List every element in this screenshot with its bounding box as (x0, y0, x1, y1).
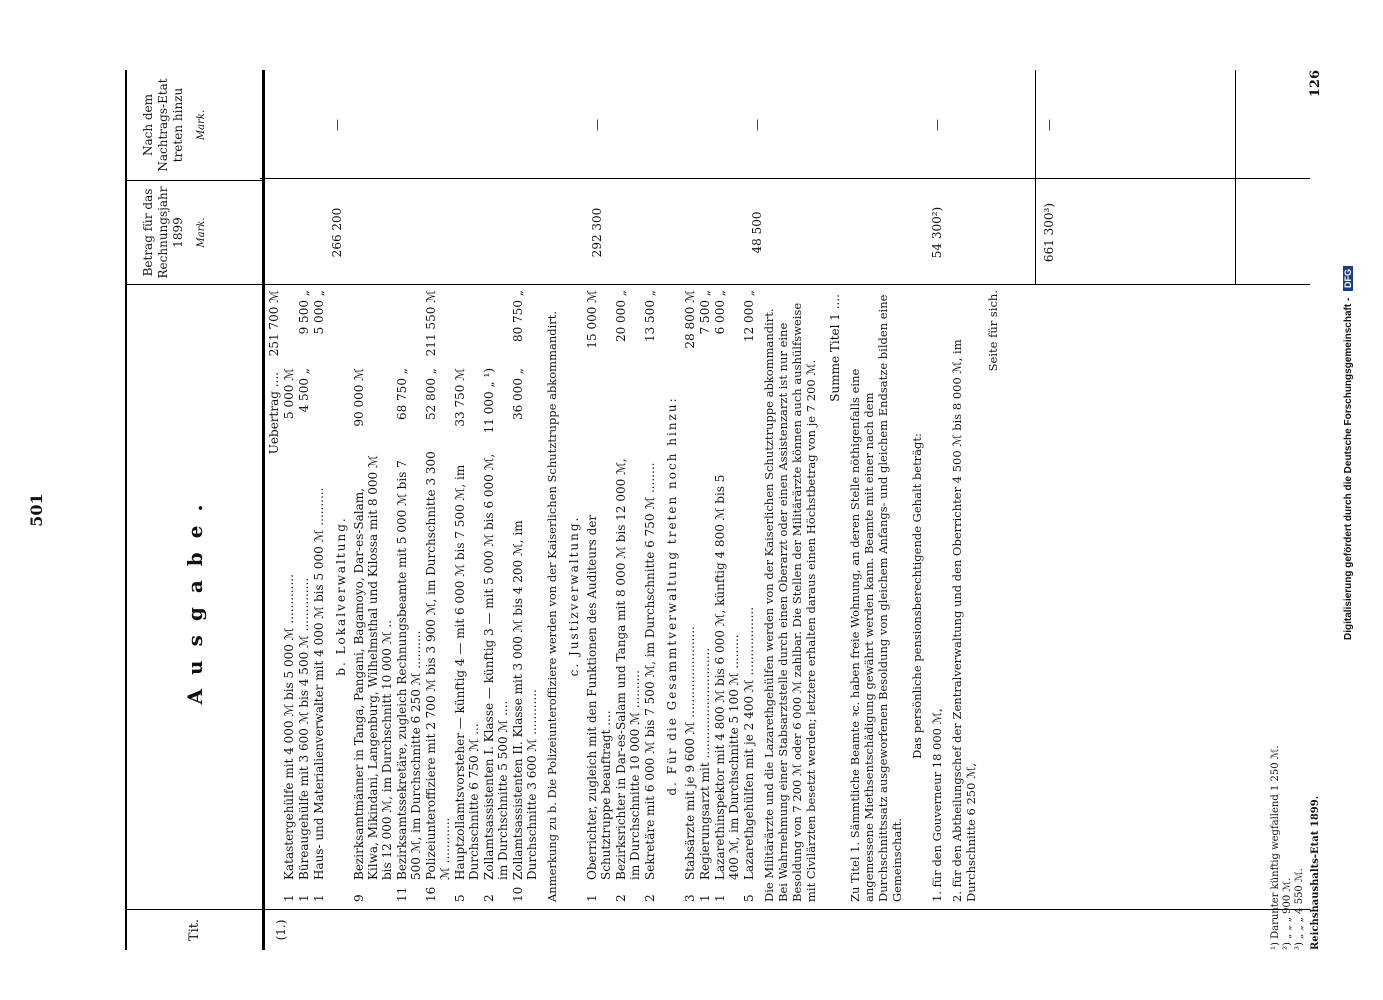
pension-head: Das persönliche pensionsberechtigende Gehalt beträgt: (910, 433, 924, 759)
rows-a (282, 290, 326, 902)
bottom-rule (1235, 70, 1236, 285)
line-item (683, 290, 697, 902)
item-amount: 4 500 „ (297, 368, 311, 413)
section-d-title: d. Für die Gesammtverwaltung treten noch hinzu: (665, 396, 679, 796)
item-qty: 10 (511, 886, 525, 902)
item-qty: 1 (698, 894, 712, 902)
ubertrag-amount: 251 700 ℳ (267, 290, 281, 357)
item-qty: 3 (683, 894, 697, 902)
stamp-text: Digitalisierung gefördert durch die Deutsche Forschungsgemeinschaft - (1343, 297, 1354, 640)
pension-item: 1. für den Gouverneur 18 000 ℳ, (930, 708, 944, 902)
dash-d: — (930, 119, 944, 131)
item-text: Büreaugehülfe mit 3 600 ℳ bis 4 500 ℳ .............. (297, 577, 311, 880)
item-text: Oberrichter, zugleich mit den Funktionen des Auditeurs der Schutztruppe beauftragt .... (585, 514, 613, 880)
item-subtotal: 211 550 ℳ (424, 290, 438, 357)
line-item (297, 290, 311, 902)
line-item (643, 290, 657, 902)
item-text: Haus- und Materialienverwalter mit 4 000 ℳ bis 5 000 ℳ .......... (312, 487, 326, 880)
item-qty: 16 (424, 886, 438, 902)
ausgabe-body (266, 290, 1006, 902)
header-betrag-label: Betrag für das Rechnungsjahr 1899 (141, 186, 185, 279)
summe-value: 661 300³) (1042, 202, 1056, 263)
item-text: Katastergehülfe mit 4 000 ℳ bis 5 000 ℳ ............. (282, 574, 296, 880)
footer-left: Reichshaushalts-Etat 1899. (1310, 795, 1321, 950)
item-subtotal: 20 000 „ (614, 290, 628, 343)
item-amount: 5 000 ℳ (282, 368, 296, 419)
item-qty: 1 (585, 894, 599, 902)
item-text: Stabsärzte mit je 9 600 ℳ ........................ (683, 626, 697, 880)
footnote: ³) „ „ „ 4 550 ℳ. (1294, 868, 1305, 950)
note-d: Die Militärärzte und die Lazarethgehülfen werden von der Kaiserlichen Schutztruppe abkommandirt. Bei Wahrnehmung einer Stabsarztstelle durch einen Oberarzt oder einen Assistenzarzt ist nur eine Besoldung von 7 200 ℳ oder 6 000 ℳ zahlbar. Die Stellen der Militärärzte können auch aushülfsweise mit Civilärzten besetzt werden; letztere erhalten daraus einen Höchstbetrag von je 7 200 ℳ. (762, 302, 818, 902)
ubertrag-row (267, 290, 281, 902)
item-text: Bezirksamtssekretäre, zugleich Rechnungsbeamte mit 5 000 ℳ bis 7 500 ℳ, im Durchschnitte 6 250 ℳ .......... (395, 460, 423, 880)
item-amount: 52 800 „ (424, 368, 438, 421)
item-subtotal: 6 000 „ (713, 290, 727, 335)
item-qty: 1 (312, 894, 326, 902)
header-ausgabe: Ausgabe. (182, 490, 207, 705)
item-text: Hauptzollamtsvorsteher — künftig 4 — mit 6 000 ℳ bis 7 500 ℳ, im Durchschnitte 6 750 ℳ ... (453, 464, 481, 880)
pension-list (930, 290, 978, 902)
item-amount: 90 000 ℳ (352, 368, 366, 427)
item-text: Regierungsarzt mit ............................. (698, 647, 712, 880)
header-betrag-unit: Mark. (196, 217, 207, 248)
item-qty: 5 (453, 894, 467, 902)
rows-d (683, 290, 756, 902)
line-item (614, 290, 642, 902)
header-nachtrag (127, 70, 262, 180)
pension-item: 2. für den Abtheilungschef der Zentralverwaltung und den Oberrichter 4 500 ℳ bis 8 000 ℳ, im Durchschnitte 6 250 ℳ, (950, 339, 978, 902)
footnote: ¹) Darunter künftig wegfallend 1 250 ℳ. (1270, 745, 1281, 950)
item-text: Lazarethgehülfen mit je 2 400 ℳ .................. (742, 606, 756, 880)
item-text: Polizeiunteroffiziere mit 2 700 ℳ bis 3 900 ℳ, im Durchschnitte 3 300 ℳ ............ (424, 451, 452, 880)
section-b-title: b. Lokalverwaltung. (334, 516, 348, 676)
summe-row (828, 290, 842, 902)
header-tit: Tit. (127, 909, 262, 950)
dash-b: — (590, 119, 604, 131)
item-subtotal: 28 800 ℳ (683, 290, 697, 349)
item-text: Zollamtsassistenten I. Klasse — künftig 3 — mit 5 000 ℳ bis 6 000 ℳ, im Durchschnitte 5 500 ℳ .... (482, 453, 510, 880)
dash-c: — (750, 119, 764, 131)
item-text: Bezirksamtmänner in Tanga, Pangani, Bagamoyo, Dar-es-Salam, Kilwa, Mikindani, Langenburg, Wilhelmsthal und Kilossa mit 8 000 ℳ bis 12 000 ℳ, im Durchschnitt 10 000 ℳ .. (352, 455, 394, 880)
summe-rule (1035, 70, 1036, 285)
item-text: Zollamtsassistenten II. Klasse mit 3 000 ℳ bis 4 200 ℳ, im Durchschnitte 3 600 ℳ ............ (511, 520, 539, 880)
item-text: Lazarethinspektor mit 4 800 ℳ bis 6 000 ℳ, künftig 4 800 ℳ bis 5 400 ℳ, im Durchschnitte 5 100 ℳ ......... (713, 474, 741, 880)
line-item (713, 290, 741, 902)
table-header (125, 70, 265, 950)
item-qty: 11 (395, 886, 409, 902)
rotated-sheet (27, 70, 1350, 950)
item-subtotal: 9 500 „ (297, 290, 311, 335)
dfg-logo: DFG (1343, 266, 1353, 291)
nachtrag-column (260, 70, 1310, 180)
item-subtotal: 13 500 „ (643, 290, 657, 343)
dash-summe: — (1042, 119, 1056, 131)
total-d: 54 300²) (930, 206, 944, 259)
total-a: 266 200 (330, 207, 344, 258)
line-item (453, 290, 481, 902)
item-subtotal: 7 500 „ (698, 290, 712, 335)
footnotes (1270, 70, 1322, 950)
item-qty: 9 (352, 894, 366, 902)
item-subtotal: 12 000 „ (742, 290, 756, 343)
line-item (585, 290, 613, 902)
item-qty: 1 (282, 894, 296, 902)
note-b: Anmerkung zu b. Die Polizeiunteroffiziere werden von der Kaiserlichen Schutztruppe abkommandirt. (545, 310, 559, 902)
item-amount: 36 000 „ (511, 368, 525, 421)
footer-right: 126 (1308, 70, 1323, 98)
total-c: 48 500 (750, 211, 764, 254)
item-subtotal: 80 750 „ (511, 290, 525, 343)
header-nachtrag-label: Nach dem Nachtrags-Etat treten hinzu (141, 78, 185, 172)
line-item (312, 290, 326, 902)
line-item (482, 290, 510, 902)
item-qty: 1 (297, 894, 311, 902)
header-betrag (127, 180, 262, 285)
line-item (395, 290, 423, 902)
line-item (742, 290, 756, 902)
rows-b (352, 290, 539, 902)
summe-label: Summe Titel 1 .... (828, 294, 842, 402)
page-number: 501 (27, 493, 46, 527)
total-b: 292 300 (590, 207, 604, 258)
dash-a: — (330, 119, 344, 131)
section-c-title: c. Justizverwaltung. (567, 515, 581, 677)
footer-line (1310, 70, 1322, 950)
item-amount: 68 750 „ (395, 368, 409, 421)
rows-c (585, 290, 657, 902)
line-item (424, 290, 452, 902)
line-item (352, 290, 394, 902)
item-text: Bezirksrichter in Dar-es-Salam und Tanga mit 8 000 ℳ bis 12 000 ℳ, im Durchschnitte 10 000 ℳ .......... (614, 458, 642, 880)
line-item (698, 290, 712, 902)
header-nachtrag-unit: Mark. (196, 109, 207, 141)
betrag-column (260, 178, 1310, 285)
item-qty: 2 (482, 894, 496, 902)
item-text: Sekretäre mit 6 000 ℳ bis 7 500 ℳ, im Durchschnitte 6 750 ℳ ........ (643, 462, 657, 880)
item-subtotal: 5 000 „ (312, 290, 326, 335)
zu-titel-note: Zu Titel 1. Sämmtliche Beamte ꝛc. haben freie Wohnung, an deren Stelle nöthigenfalls eine angemessene Miethsentschädigung gewährt werden kann. Beamte mit einer nach dem Durchschnittssatz ausgeworfenen Besoldung von gleichem Anfangs- und gleichem Endsatze bilden eine Gemeinschaft. (848, 294, 904, 902)
item-qty: 1 (713, 894, 727, 902)
item-amount: 11 000 „ ¹) (482, 368, 496, 434)
dfg-stamp (1343, 266, 1354, 640)
seite-fur-sich: Seite für sich. (986, 290, 1000, 372)
item-qty: 2 (643, 894, 657, 902)
title-ref: (1.) (274, 919, 288, 941)
footnote: ²) „ „ „ 900 ℳ. (1282, 877, 1293, 950)
footnote-list (1270, 70, 1306, 950)
item-amount: 33 750 ℳ (453, 368, 467, 427)
line-item (511, 290, 539, 902)
ubertrag-label: Uebertrag .... (267, 372, 281, 455)
item-subtotal: 15 000 ℳ (585, 290, 599, 349)
item-qty: 2 (614, 894, 628, 902)
tit-column (260, 909, 1310, 950)
line-item (282, 290, 296, 902)
item-qty: 5 (742, 894, 756, 902)
